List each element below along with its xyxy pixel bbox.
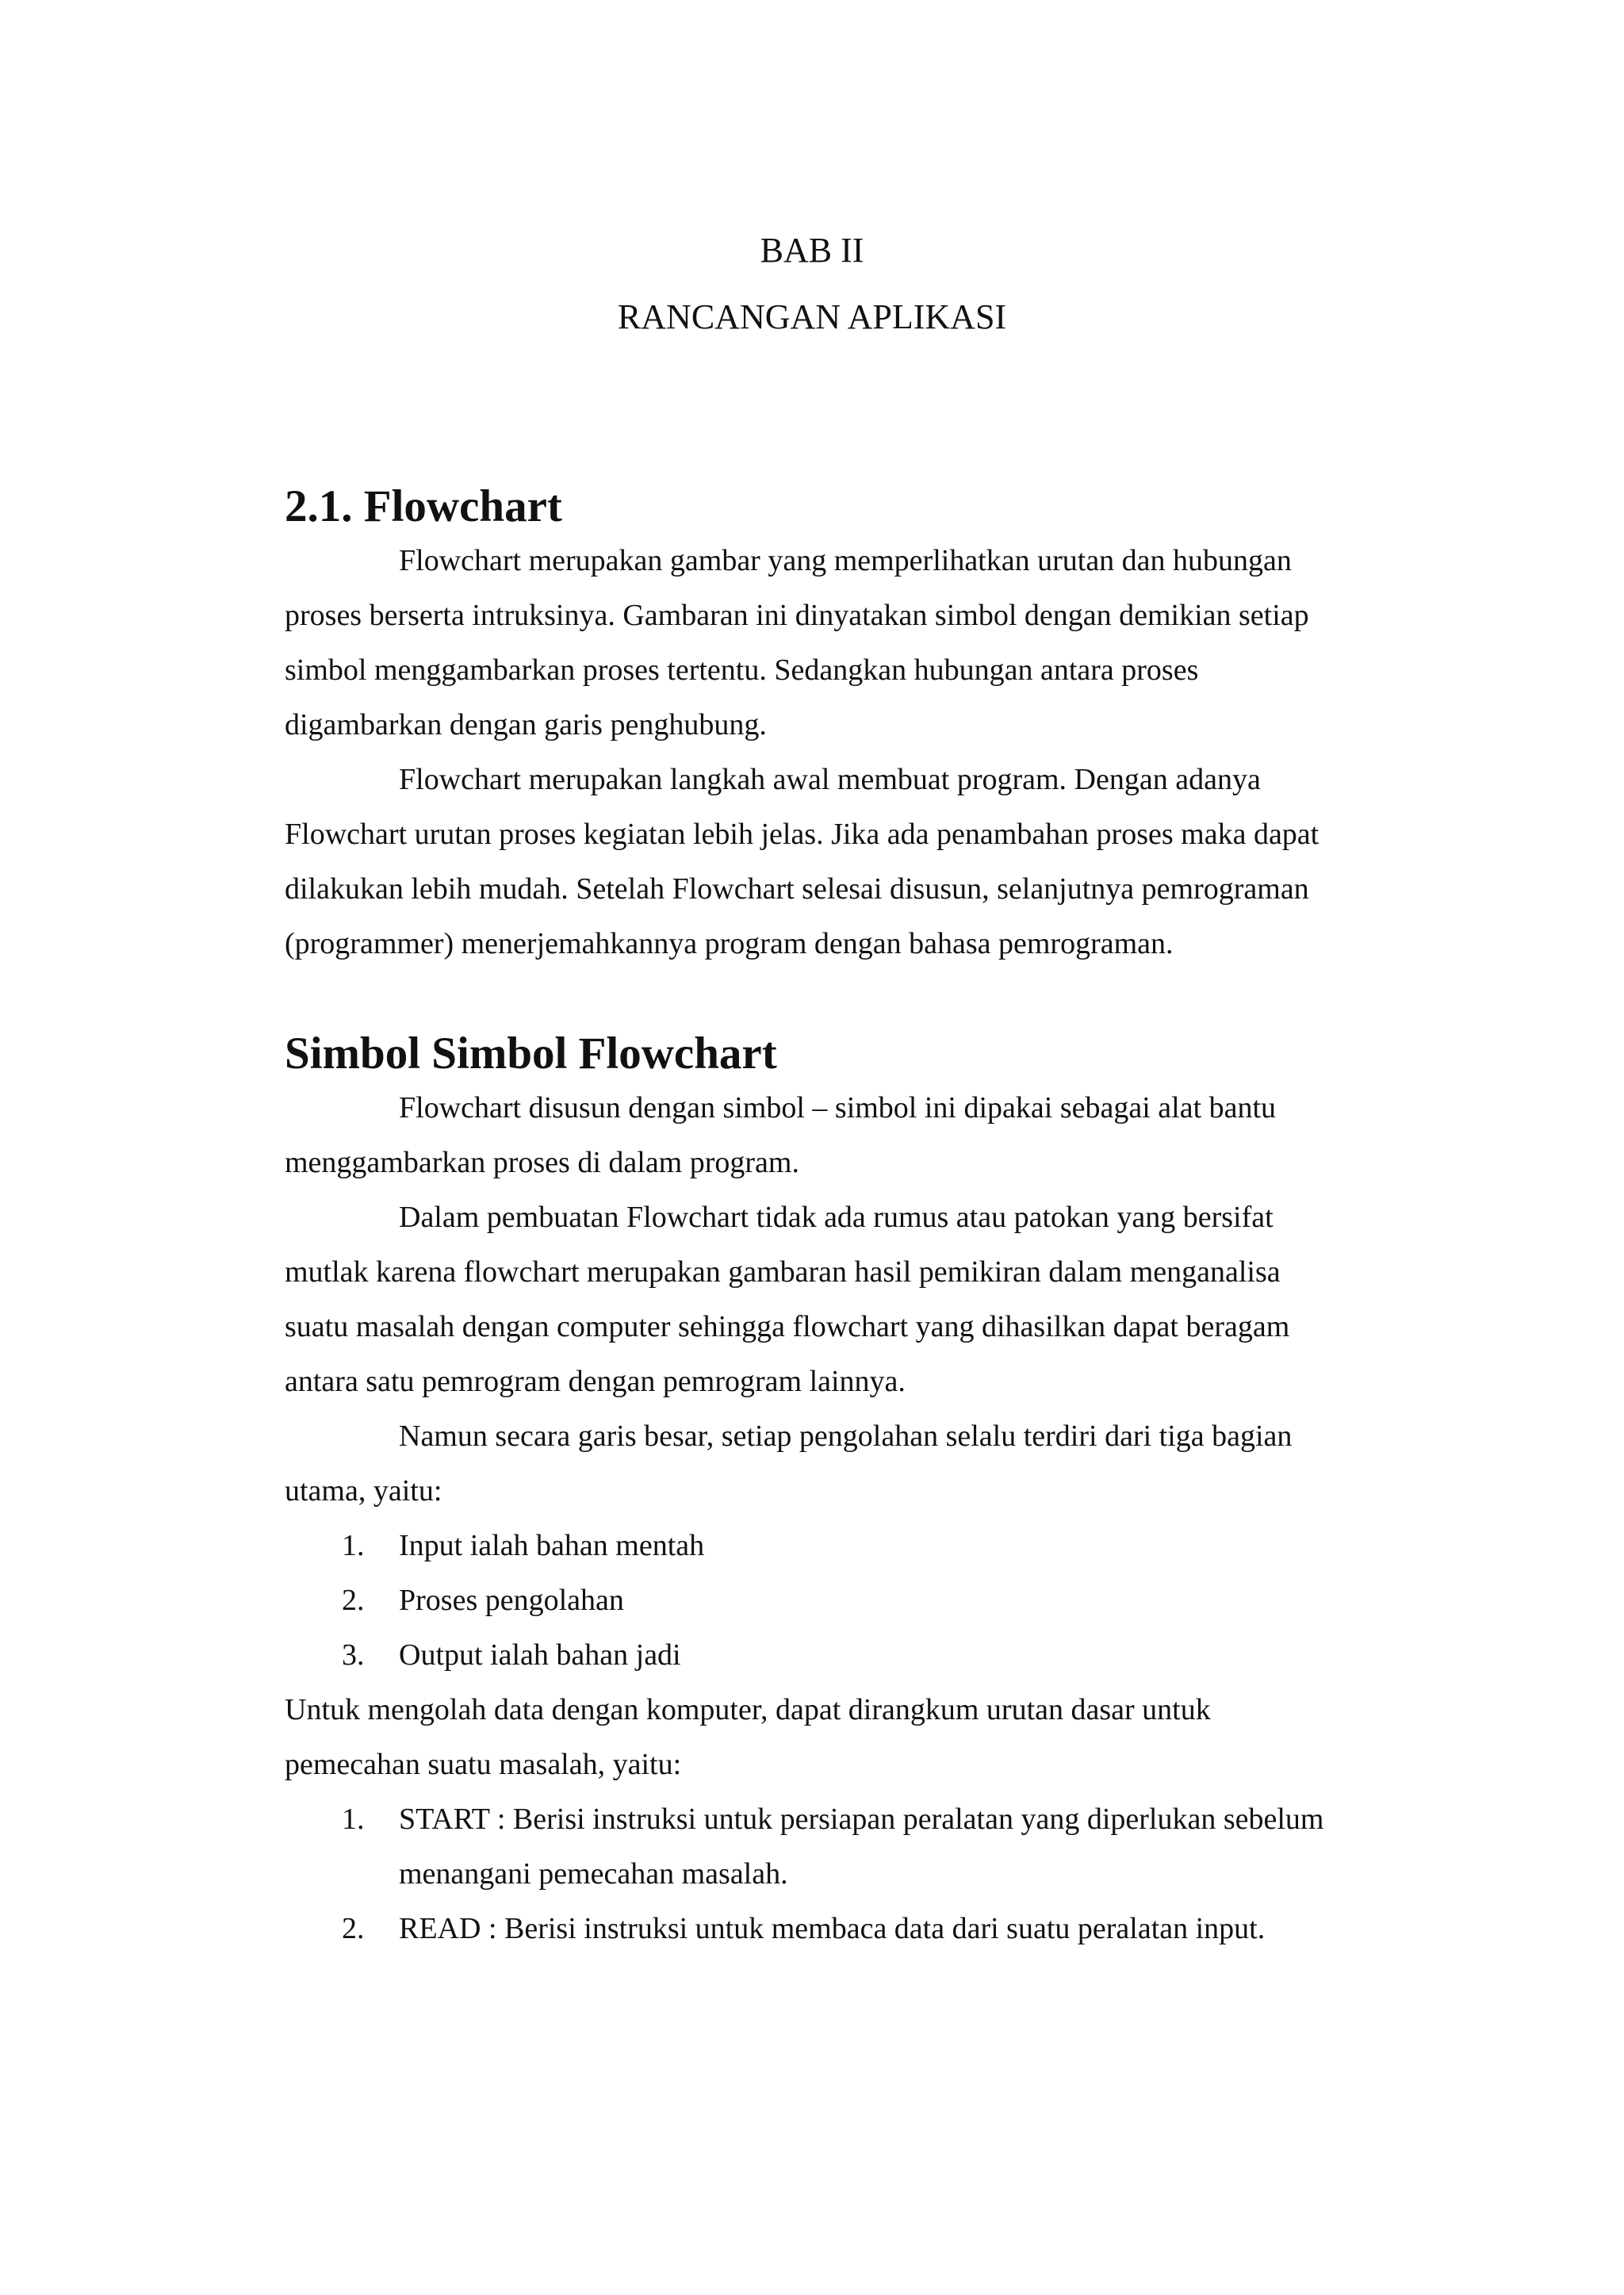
section-heading-symbols: Simbol Simbol Flowchart (285, 1029, 777, 1079)
paragraph-flowchart-first-step: Flowchart merupakan langkah awal membuat program. Dengan adanya Flowchart urutan proses kegiatan lebih jelas. Jika ada penambahan proses maka dapat dilakukan lebih mudah. Setelah Flowchart selesai disusun, selanjutnya pemrograman (programmer) menerjemahkannya program dengan bahasa pemrograman. (285, 763, 1320, 960)
main-parts-list (285, 1519, 1347, 1683)
list-item (285, 1519, 1347, 1573)
chapter-number: BAB II (760, 231, 864, 270)
list-item (285, 1573, 1347, 1628)
chapter-title: RANCANGAN APLIKASI (617, 297, 1007, 336)
section-heading-flowchart: 2.1. Flowchart (285, 481, 562, 531)
steps-list (285, 1792, 1347, 1956)
list-item (285, 1902, 1347, 1956)
paragraph-symbols-intro: Flowchart disusun dengan simbol – simbol ini dipakai sebagai alat bantu menggambarkan proses di dalam program. (285, 1091, 1277, 1179)
list-item-text: Input ialah bahan mentah (399, 1529, 705, 1562)
paragraph-steps-intro: Untuk mengolah data dengan komputer, dapat dirangkum urutan dasar untuk pemecahan suatu masalah, yaitu: (285, 1693, 1211, 1781)
paragraph-no-fixed-rules: Dalam pembuatan Flowchart tidak ada rumus atau patokan yang bersifat mutlak karena flowchart merupakan gambaran hasil pemikiran dalam menganalisa suatu masalah dengan computer sehingga flowchart yang dihasilkan dapat beragam antara satu pemrogram dengan pemrogram lainnya. (285, 1201, 1290, 1398)
list-item (285, 1792, 1347, 1902)
list-item-text: Output ialah bahan jadi (399, 1638, 681, 1672)
list-item-number: 1. (342, 1529, 365, 1562)
list-item-number: 1. (342, 1803, 365, 1836)
list-item-number: 2. (342, 1584, 365, 1617)
paragraph-main-parts-intro: Namun secara garis besar, setiap pengolahan selalu terdiri dari tiga bagian utama, yaitu: (285, 1420, 1293, 1508)
list-item (285, 1628, 1347, 1683)
list-item-text: READ : Berisi instruksi untuk membaca data dari suatu peralatan input. (399, 1912, 1266, 1945)
paragraph-flowchart-definition: Flowchart merupakan gambar yang memperlihatkan urutan dan hubungan proses berserta intruksinya. Gambaran ini dinyatakan simbol dengan demikian setiap simbol menggambarkan proses tertentu. Sedangkan hubungan antara proses digambarkan dengan garis penghubung. (285, 544, 1309, 741)
list-item-text: Proses pengolahan (399, 1584, 624, 1617)
document-body (285, 479, 1347, 1956)
list-item-number: 2. (342, 1912, 365, 1945)
list-item-number: 3. (342, 1638, 365, 1672)
list-item-text: START : Berisi instruksi untuk persiapan peralatan yang diperlukan sebelum menangani pemecahan masalah. (399, 1803, 1324, 1891)
section-spacer (285, 971, 1347, 1026)
